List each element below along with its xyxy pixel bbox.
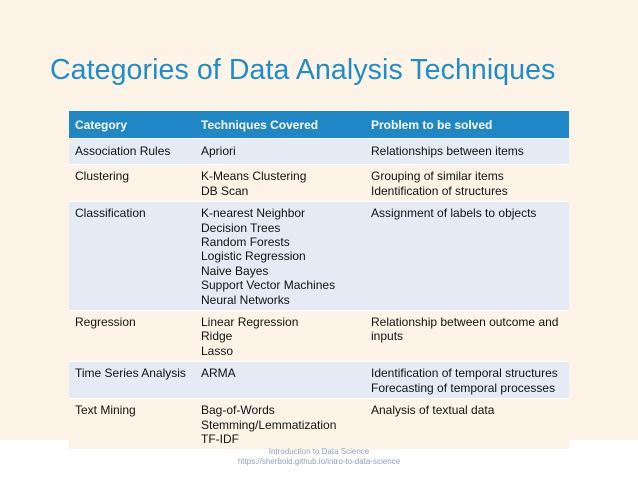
technique-item: Apriori <box>201 144 236 158</box>
category-cell: Regression <box>69 311 195 362</box>
table-row <box>69 362 569 399</box>
techniques-cell <box>195 139 365 165</box>
technique-item: Decision Trees <box>201 220 281 235</box>
problem-cell <box>365 139 569 165</box>
techniques-cell <box>195 311 365 362</box>
header-techniques: Techniques Covered <box>195 111 365 139</box>
footer-url: https://sherbold.github.io/intro-to-data-science <box>237 457 401 466</box>
technique-item: Random Forests <box>201 235 290 250</box>
problem-line: Analysis of textual data <box>371 403 495 418</box>
footer-course-title: Introduction to Data Science <box>268 447 370 456</box>
technique-item: TF-IDF <box>201 431 239 446</box>
category-cell: Classification <box>69 202 195 311</box>
problem-line: Assignment of labels to objects <box>371 206 537 221</box>
problem-cell <box>365 165 569 202</box>
problem-line: inputs <box>371 329 404 344</box>
header-category: Category <box>69 111 195 139</box>
techniques-table <box>69 111 569 449</box>
techniques-cell <box>195 165 365 202</box>
techniques-cell <box>195 362 365 399</box>
technique-item: Neural Networks <box>201 292 290 307</box>
technique-item: Lasso <box>201 343 234 358</box>
problem-line: Identification of structures <box>371 183 508 198</box>
problem-line: Relationship between outcome and <box>371 315 559 330</box>
problem-cell <box>365 362 569 399</box>
technique-item: K-Means Clustering <box>201 169 307 184</box>
problem-cell <box>365 399 569 450</box>
techniques-cell <box>195 399 365 450</box>
table-header-row <box>69 111 569 139</box>
technique-item: DB Scan <box>201 183 249 198</box>
category-cell: Association Rules <box>69 139 195 165</box>
problem-cell <box>365 311 569 362</box>
technique-item: K-nearest Neighbor <box>201 206 306 221</box>
technique-item: Stemming/Lemmatization <box>201 417 337 432</box>
technique-item: Naive Bayes <box>201 263 269 278</box>
problem-line: Grouping of similar items <box>371 169 504 184</box>
category-cell: Clustering <box>69 165 195 202</box>
problem-cell <box>365 202 569 311</box>
problem-line: Forecasting of temporal processes <box>371 380 556 395</box>
technique-item: Ridge <box>201 329 233 344</box>
technique-item: Bag-of-Words <box>201 403 275 418</box>
header-problem: Problem to be solved <box>365 111 569 139</box>
technique-item: Support Vector Machines <box>201 278 336 293</box>
category-cell: Text Mining <box>69 399 195 450</box>
technique-item: ARMA <box>201 366 236 381</box>
slide-title: Categories of Data Analysis Techniques <box>50 54 556 86</box>
problem-line: Identification of temporal structures <box>371 366 558 381</box>
technique-item: Logistic Regression <box>201 249 306 264</box>
problem-line: Relationships between items <box>371 144 524 158</box>
slide-footer <box>0 447 638 467</box>
table-row <box>69 399 569 450</box>
table-row <box>69 139 569 165</box>
category-cell: Time Series Analysis <box>69 362 195 399</box>
table-row <box>69 202 569 311</box>
techniques-cell <box>195 202 365 311</box>
technique-item: Linear Regression <box>201 315 299 330</box>
table-row <box>69 311 569 362</box>
table-row <box>69 165 569 202</box>
